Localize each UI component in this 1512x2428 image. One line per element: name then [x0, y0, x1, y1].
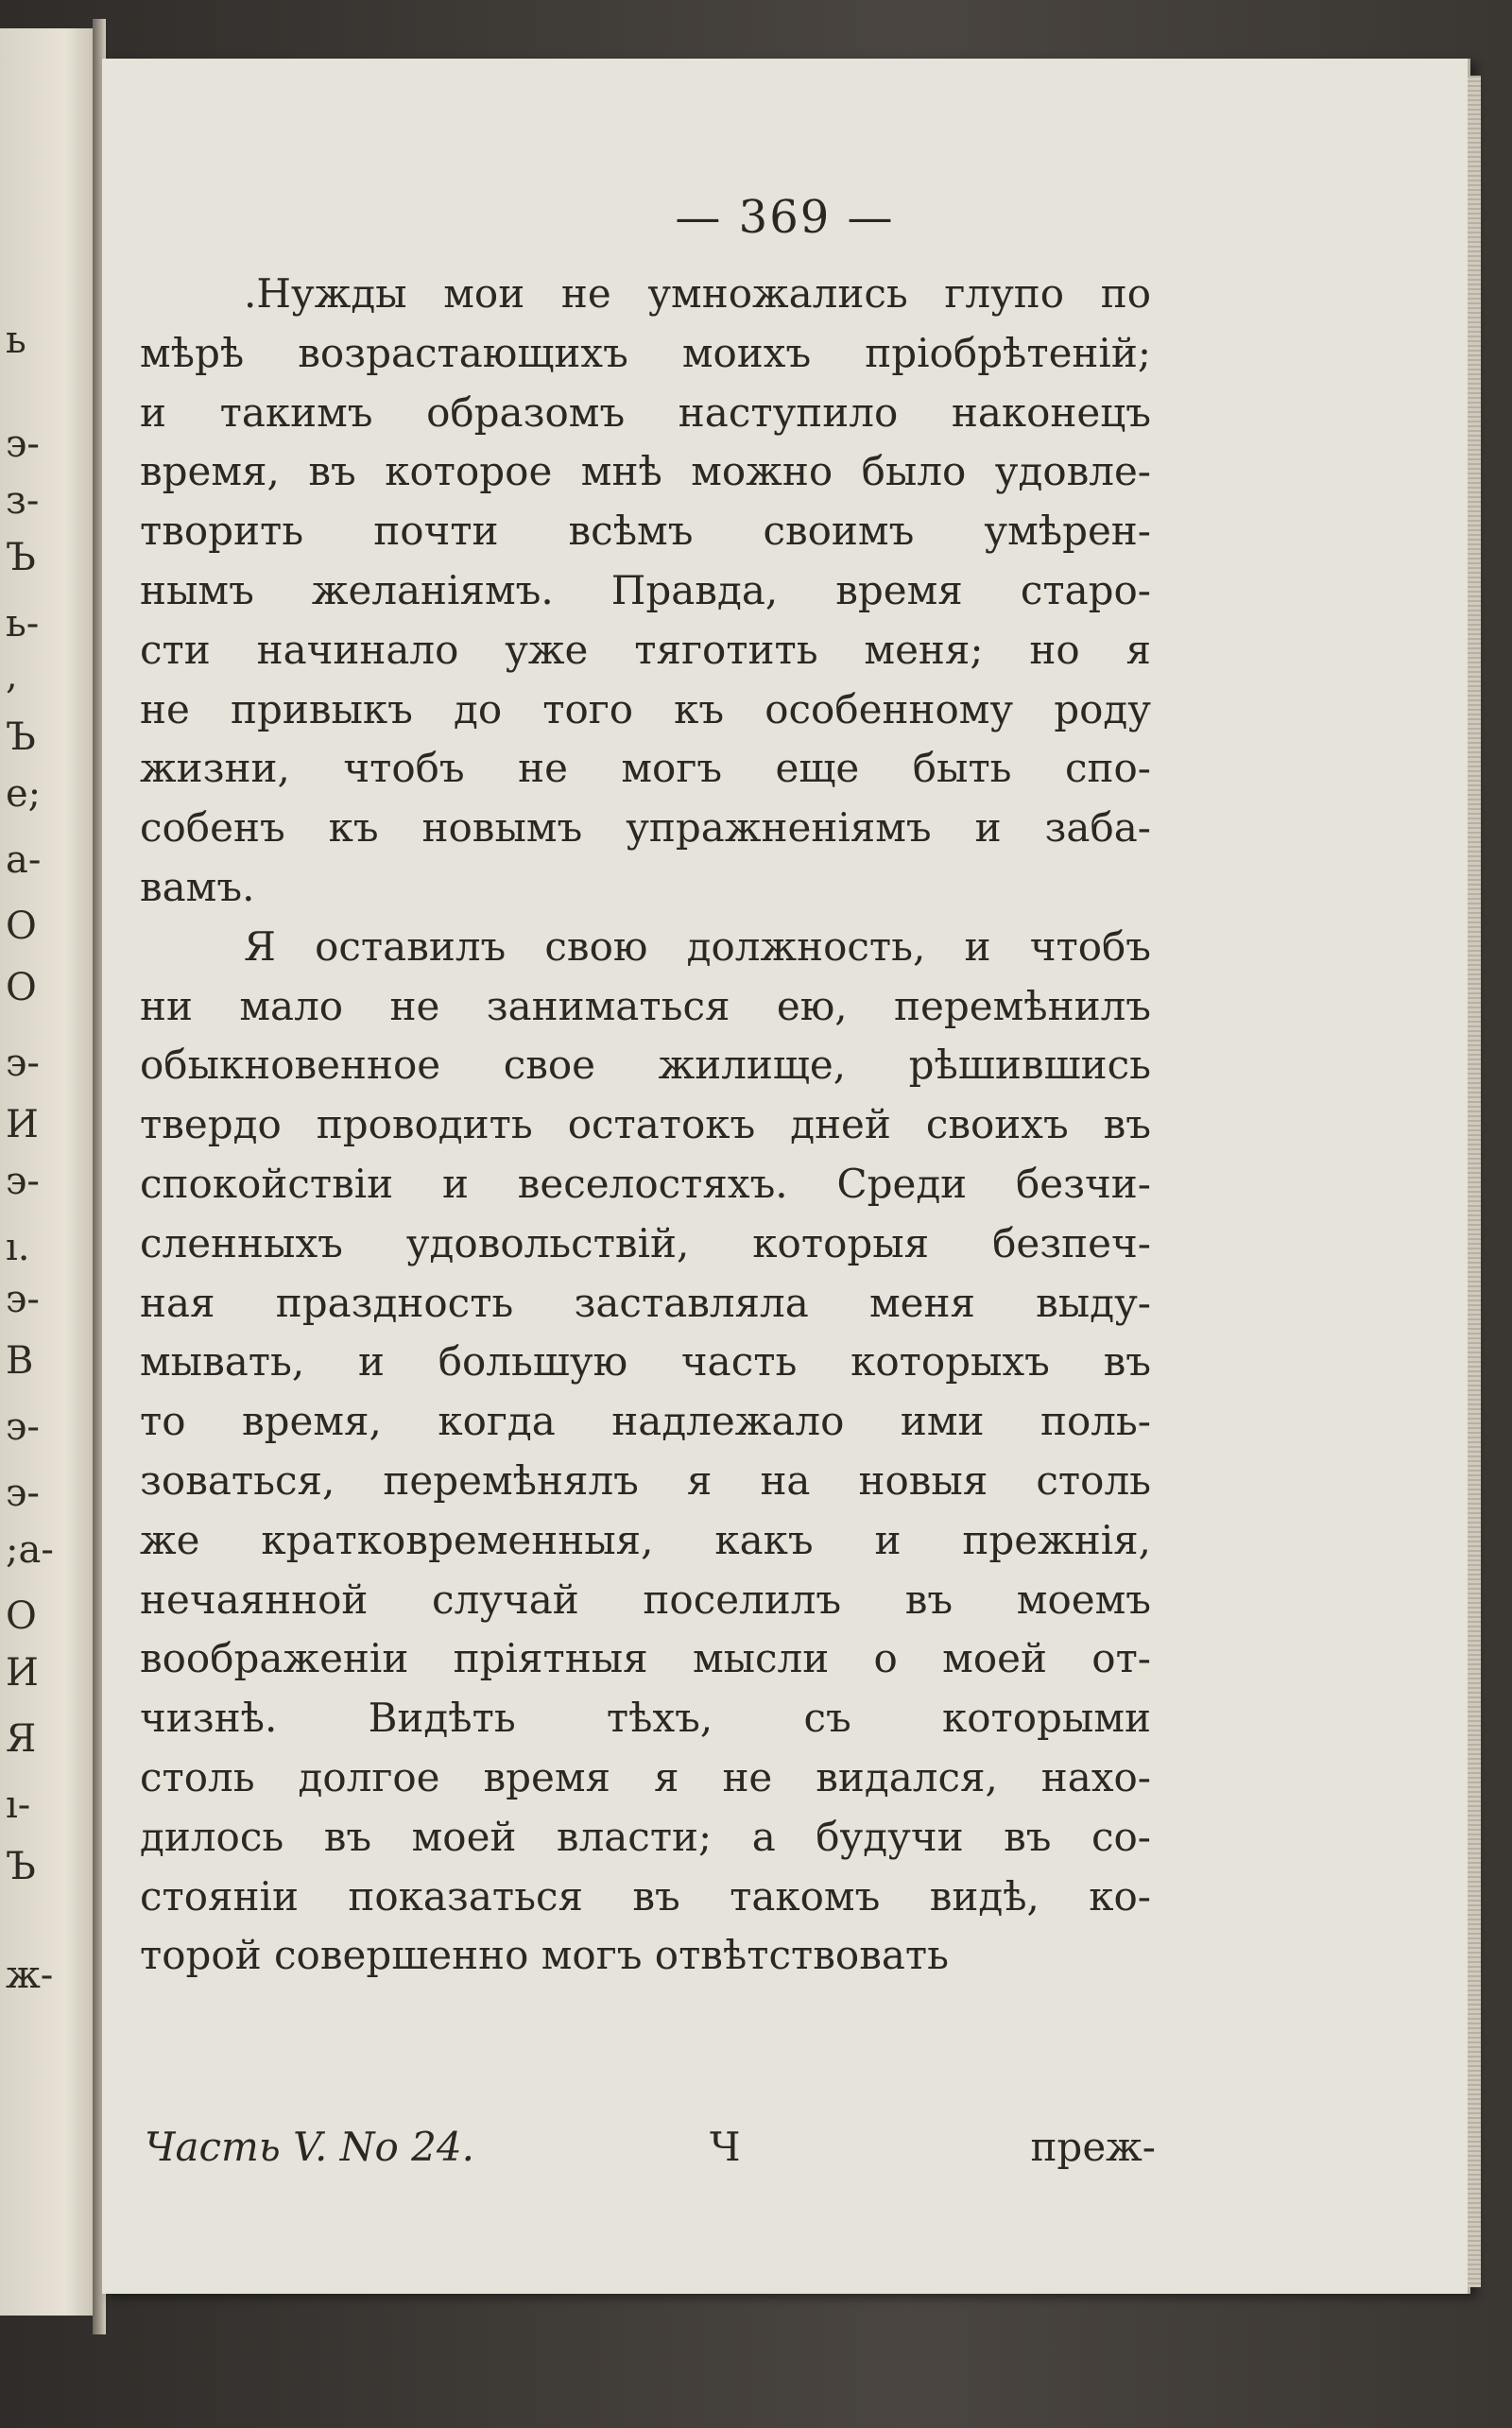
- text-line: нечаянной случай поселилъ въ моемъ: [140, 1576, 1151, 1623]
- left-page-letter: ж-: [6, 1954, 54, 1997]
- left-page-letter: Я: [6, 1717, 37, 1761]
- book-page: [102, 59, 1470, 2294]
- page-stack-edge: [1468, 76, 1481, 2287]
- text-line: зоваться, перемѣнялъ я на новыя столь: [140, 1456, 1151, 1504]
- left-page-letter: И: [6, 1651, 39, 1695]
- text-line: стояніи показаться въ такомъ видѣ, ко-: [140, 1872, 1151, 1920]
- text-line: сти начинало уже тяготить меня; но я: [140, 626, 1151, 673]
- paragraph: [140, 918, 1151, 1986]
- left-page-letter: ı-: [6, 1783, 31, 1827]
- left-page-letter: а-: [6, 838, 42, 882]
- signature-mark: Ч: [710, 2124, 741, 2170]
- left-page-letter: э-: [6, 1160, 40, 1203]
- left-page-edge: [0, 28, 96, 2316]
- text-line: мывать, и большую часть которыхъ въ: [140, 1338, 1151, 1386]
- text-line: жизни, чтобъ не могъ еще быть спо-: [140, 745, 1151, 792]
- left-page-letter: з-: [6, 479, 40, 523]
- text-line: вамъ.: [140, 863, 255, 910]
- left-page-letter: И: [6, 1103, 39, 1146]
- left-page-letter: О: [6, 904, 37, 948]
- text-line: .Нужды мои не умножались глупо по: [244, 270, 1151, 317]
- text-line: ная праздность заставляла меня выду-: [140, 1279, 1151, 1326]
- text-line: и такимъ образомъ наступило наконецъ: [140, 388, 1151, 436]
- left-page-letter: э-: [6, 1472, 40, 1515]
- page-footer: [145, 2124, 1156, 2182]
- left-page-letter: В: [6, 1339, 34, 1383]
- left-page-letter: ;а-: [6, 1528, 54, 1572]
- text-line: мѣрѣ возрастающихъ моихъ пріобрѣтеній;: [140, 329, 1151, 376]
- left-page-letter: Ъ: [6, 715, 36, 759]
- text-line: время, въ которое мнѣ можно было удовле-: [140, 448, 1151, 495]
- text-line: творить почти всѣмъ своимъ умѣрен-: [140, 508, 1151, 555]
- body-text: [140, 265, 1151, 1986]
- signature-line: Часть V. No 24.: [145, 2124, 474, 2170]
- text-line: сленныхъ удовольствій, которыя безпеч-: [140, 1219, 1151, 1266]
- left-page-letter: Ъ: [6, 1845, 36, 1888]
- text-line: обыкновенное свое жилище, рѣшившись: [140, 1042, 1151, 1089]
- paragraph: [140, 265, 1151, 918]
- left-page-letter: Ъ: [6, 536, 36, 579]
- left-page-letter: ь: [6, 319, 26, 362]
- left-page-letter: э-: [6, 422, 40, 466]
- left-page-letter: О: [6, 1594, 37, 1638]
- left-page-letter: О: [6, 966, 37, 1009]
- text-line: нымъ желаніямъ. Правда, время старо-: [140, 566, 1151, 613]
- left-page-letter: е;: [6, 772, 42, 816]
- left-page-letter: э-: [6, 1278, 40, 1321]
- text-line: торой совершенно могъ отвѣтствовать: [140, 1932, 949, 1979]
- left-page-letter: э-: [6, 1405, 40, 1449]
- left-page-letter: ь-: [6, 602, 40, 646]
- text-line: твердо проводить остатокъ дней своихъ въ: [140, 1101, 1151, 1148]
- text-line: не привыкъ до того къ особенному роду: [140, 685, 1151, 732]
- text-line: чизнѣ. Видѣть тѣхъ, съ которыми: [140, 1695, 1151, 1742]
- left-page-letter: ı.: [6, 1226, 30, 1269]
- catchword: преж-: [1030, 2124, 1156, 2170]
- text-line: ни мало не заниматься ею, перемѣнилъ: [140, 982, 1151, 1029]
- text-line: то время, когда надлежало ими поль-: [140, 1398, 1151, 1445]
- text-line: же кратковременныя, какъ и прежнія,: [140, 1516, 1151, 1563]
- text-line: собенъ къ новымъ упражненіямъ и заба-: [140, 804, 1151, 852]
- text-line: столь долгое время я не видался, нахо-: [140, 1753, 1151, 1800]
- text-line: спокойствіи и веселостяхъ. Среди безчи-: [140, 1160, 1151, 1207]
- text-line: воображеніи пріятныя мысли о моей от-: [140, 1635, 1151, 1682]
- left-page-letter: ,: [6, 654, 18, 697]
- left-page-letter: э-: [6, 1042, 40, 1085]
- page-number: — 369 —: [675, 191, 895, 244]
- text-line: Я оставилъ свою должность, и чтобъ: [244, 922, 1151, 970]
- text-line: дилось въ моей власти; а будучи въ со-: [140, 1813, 1151, 1860]
